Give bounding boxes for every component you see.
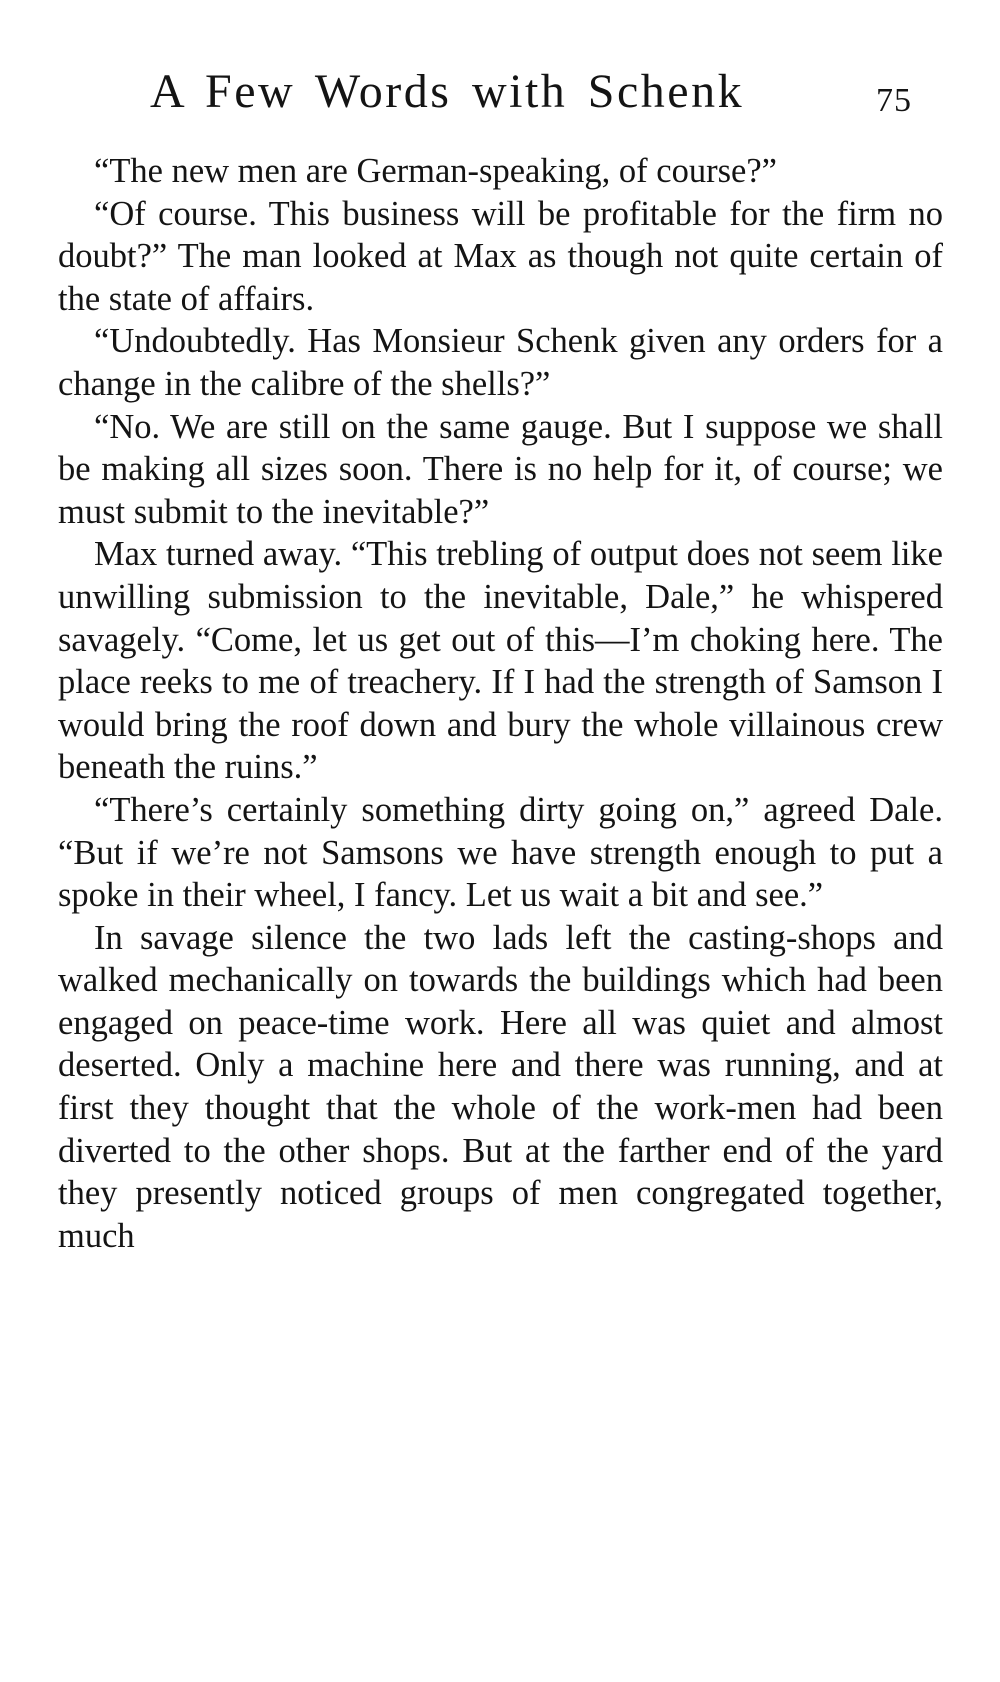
paragraph: “The new men are German-speaking, of course?” xyxy=(94,152,777,190)
paragraph: Max turned away. “This trebling of output does not seem like unwilling submission to the inevitable, Dale,” he whispered savagely. “Come, let us get out of this—I’m choking here. The place reeks to me of treachery. If I had the strength of Samson I would bring the roof down and bury the whole villainous crew beneath the ruins.” xyxy=(58,535,943,787)
paragraph: In savage silence the two lads left the casting-shops and walked mechanically on towards the buildings which had been engaged on peace-time work. Here all was quiet and almost deserted. Only a machine here and there was running, and at first they thought that the whole of the work-men had been diverted to the other shops. But at the farther end of the yard they presently noticed groups of men congregated together, much xyxy=(58,918,943,1255)
running-head xyxy=(150,62,940,132)
paragraph: “No. We are still on the same gauge. But I suppose we shall be making all sizes soon. There is no help for it, of course; we must submit to the inevitable?” xyxy=(58,407,943,531)
paragraph: “There’s certainly something dirty going on,” agreed Dale. “But if we’re not Samsons we have strength enough to put a spoke in their wheel, I fancy. Let us wait a bit and see.” xyxy=(58,790,943,915)
paragraph: “Undoubtedly. Has Monsieur Schenk given any orders for a change in the calibre of the shells?” xyxy=(58,322,943,403)
page-number: 75 xyxy=(876,82,912,119)
chapter-title: A Few Words with Schenk xyxy=(150,65,745,118)
paragraph: “Of course. This business will be profitable for the firm no doubt?” The man looked at Max as though not quite certain of the state of affairs. xyxy=(58,194,943,318)
body-text xyxy=(58,150,943,1257)
